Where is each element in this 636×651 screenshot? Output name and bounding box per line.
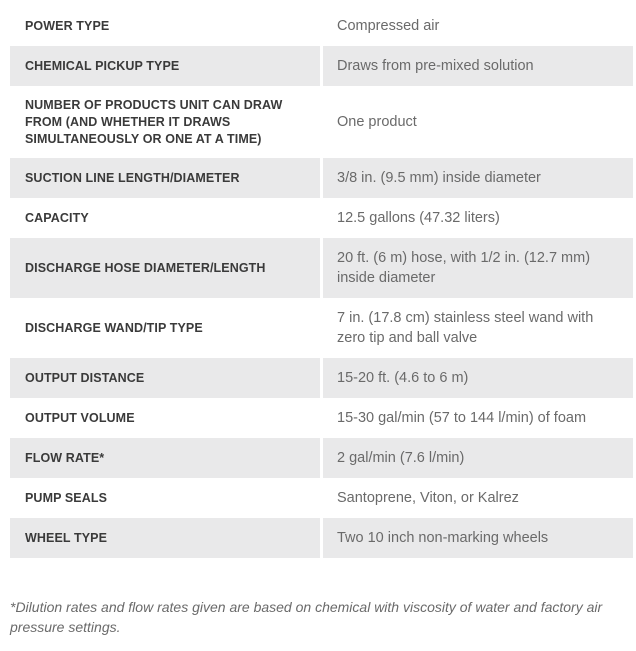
spec-label: PUMP SEALS: [25, 490, 108, 505]
spec-value: 12.5 gallons (47.32 liters): [337, 210, 500, 226]
spec-label: OUTPUT VOLUME: [25, 410, 135, 425]
spec-row-discharge-hose: [10, 238, 633, 298]
spec-row-capacity: [10, 198, 633, 238]
spec-row-pump-seals: [10, 478, 633, 518]
spec-value: Compressed air: [337, 18, 440, 34]
spec-label: WHEEL TYPE: [10, 518, 320, 558]
spec-table: [10, 6, 633, 558]
spec-label: NUMBER OF PRODUCTS UNIT CAN DRAW FROM (AND WHETHER IT DRAWS SIMULTANEOUSLY OR ONE AT A TIME): [25, 97, 283, 146]
spec-value: 7 in. (17.8 cm) stainless steel wand with zero tip and ball valve: [337, 310, 594, 346]
spec-row-discharge-wand: [10, 298, 633, 358]
spec-row-output-volume: [10, 398, 633, 438]
spec-row-output-distance: [10, 358, 633, 398]
spec-row-suction-line: [10, 158, 633, 198]
spec-value: 15-20 ft. (4.6 to 6 m): [323, 358, 633, 398]
spec-value: One product: [337, 114, 417, 130]
spec-label: POWER TYPE: [25, 18, 110, 33]
spec-label: DISCHARGE HOSE DIAMETER/LENGTH: [10, 238, 320, 298]
spec-label: CAPACITY: [25, 210, 89, 225]
spec-label: DISCHARGE WAND/TIP TYPE: [25, 320, 203, 335]
spec-row-chemical-pickup-type: [10, 46, 633, 86]
spec-label: OUTPUT DISTANCE: [10, 358, 320, 398]
spec-row-power-type: [10, 6, 633, 46]
spec-value: Draws from pre-mixed solution: [323, 46, 633, 86]
spec-row-number-of-products: [10, 86, 633, 158]
spec-value: 3/8 in. (9.5 mm) inside diameter: [323, 158, 633, 198]
spec-label: SUCTION LINE LENGTH/DIAMETER: [10, 158, 320, 198]
footnote: *Dilution rates and flow rates given are based on chemical with viscosity of water and factory air pressure settings.: [10, 599, 603, 635]
spec-value: 2 gal/min (7.6 l/min): [323, 438, 633, 478]
spec-value: Two 10 inch non-marking wheels: [323, 518, 633, 558]
spec-row-wheel-type: [10, 518, 633, 558]
spec-value: 15-30 gal/min (57 to 144 l/min) of foam: [337, 410, 587, 426]
spec-label: FLOW RATE*: [10, 438, 320, 478]
spec-row-flow-rate: [10, 438, 633, 478]
spec-value: Santoprene, Viton, or Kalrez: [337, 490, 519, 506]
spec-value: 20 ft. (6 m) hose, with 1/2 in. (12.7 mm) inside diameter: [323, 238, 633, 298]
spec-label: CHEMICAL PICKUP TYPE: [10, 46, 320, 86]
